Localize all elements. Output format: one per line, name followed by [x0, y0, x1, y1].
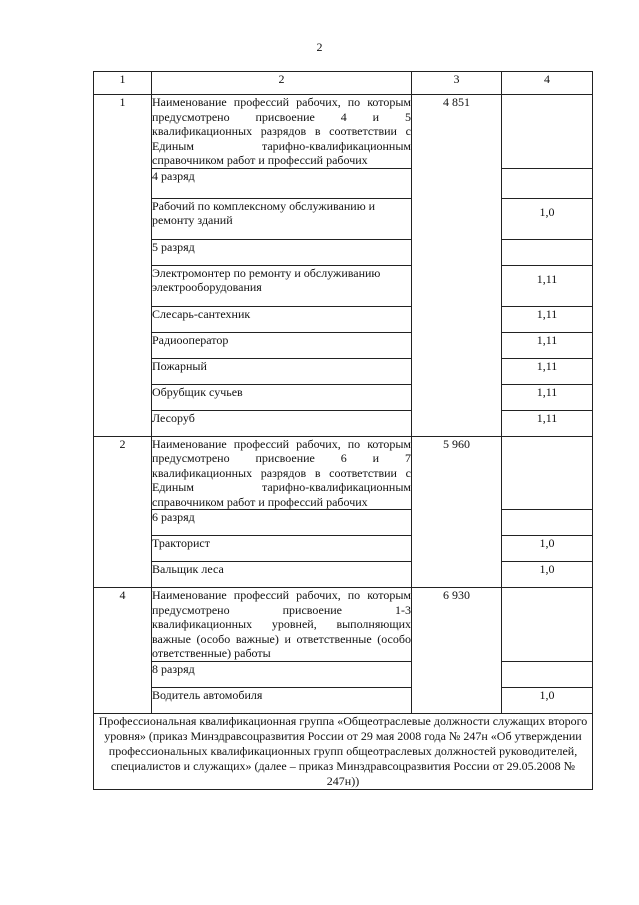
group-3-number: 4	[94, 588, 152, 714]
row-coefficient: 1,0	[502, 562, 593, 588]
table-row	[94, 510, 593, 536]
row-label: Радиооператор	[152, 332, 412, 358]
row-label: 6 разряд	[152, 510, 412, 536]
table-row	[94, 332, 593, 358]
group-2-number: 2	[94, 436, 152, 588]
column-header-4: 4	[502, 72, 593, 95]
row-coefficient	[502, 661, 593, 687]
row-label: Рабочий по комплексному обслуживанию и ремонту зданий	[152, 198, 412, 239]
group-1-number: 1	[94, 95, 152, 437]
group-1-description: Наименование профессий рабочих, по которым предусмотрено присвоение 4 и 5 квалификационных разрядов в соответствии с Единым тарифно-квалификационным справочником работ и профессий рабочих	[152, 95, 411, 167]
table-row	[94, 384, 593, 410]
page-number: 2	[316, 40, 323, 54]
table-row	[94, 562, 593, 588]
row-label: 4 разряд	[152, 168, 412, 198]
table-row	[94, 168, 593, 198]
row-coefficient: 1,11	[502, 410, 593, 436]
table-row	[94, 536, 593, 562]
group-3-salary: 6 930	[412, 588, 502, 714]
column-header-1: 1	[94, 72, 152, 95]
row-coefficient: 1,11	[502, 265, 593, 306]
row-coefficient: 1,11	[502, 384, 593, 410]
row-coefficient	[502, 239, 593, 265]
group-1-coef-empty	[502, 95, 593, 169]
table-row	[94, 687, 593, 713]
row-label: 8 разряд	[152, 661, 412, 687]
row-label: Лесоруб	[152, 410, 412, 436]
footer-row	[94, 713, 593, 789]
row-coefficient: 1,0	[502, 687, 593, 713]
group-1-header-row	[94, 95, 593, 169]
group-1-salary: 4 851	[412, 95, 502, 437]
group-3-description: Наименование профессий рабочих, по которым предусмотрено присвоение 1-3 квалификационных уровней, выполняющих важные (особо важные) и ответственные (особо ответственные) работы	[152, 588, 411, 660]
table-row	[94, 306, 593, 332]
row-coefficient: 1,11	[502, 358, 593, 384]
group-2-description: Наименование профессий рабочих, по которым предусмотрено присвоение 6 и 7 квалификационных разрядов в соответствии с Единым тарифно-квалификационным справочником работ и профессий рабочих	[152, 436, 411, 509]
row-label: Вальщик леса	[152, 562, 412, 588]
table-row	[94, 358, 593, 384]
row-label: Тракторист	[152, 536, 412, 562]
group-2-coef-empty	[502, 436, 593, 510]
group-2-header-row	[94, 436, 593, 510]
table-row	[94, 265, 593, 306]
group-3-header-row	[94, 588, 593, 662]
row-coefficient: 1,11	[502, 306, 593, 332]
qualification-table	[93, 71, 593, 790]
column-header-3: 3	[412, 72, 502, 95]
row-label: 5 разряд	[152, 239, 412, 265]
row-label: Слесарь-сантехник	[152, 306, 412, 332]
row-coefficient: 1,0	[502, 198, 593, 239]
qualification-group-caption: Профессиональная квалификационная группа «Общеотраслевые должности служащих второго уровня» (приказ Минздравсоцразвития России от 29 мая 2008 года № 247н «Об утверждении профессиональных квалификационных групп общеотраслевых должностей руководителей, специалистов и служащих» (далее – приказ Минздравсоцразвития России от 29.05.2008 № 247н))	[94, 713, 593, 789]
table-row	[94, 661, 593, 687]
row-label: Водитель автомобиля	[152, 687, 412, 713]
table-row	[94, 239, 593, 265]
row-label: Пожарный	[152, 358, 412, 384]
row-coefficient	[502, 168, 593, 198]
group-3-coef-empty	[502, 588, 593, 662]
row-label: Электромонтер по ремонту и обслуживанию электрооборудования	[152, 265, 412, 306]
row-coefficient: 1,11	[502, 332, 593, 358]
group-2-salary: 5 960	[412, 436, 502, 588]
table-row	[94, 410, 593, 436]
row-coefficient	[502, 510, 593, 536]
table-row	[94, 198, 593, 239]
row-coefficient: 1,0	[502, 536, 593, 562]
header-row	[94, 72, 593, 95]
row-label: Обрубщик сучьев	[152, 384, 412, 410]
column-header-2: 2	[152, 72, 412, 95]
